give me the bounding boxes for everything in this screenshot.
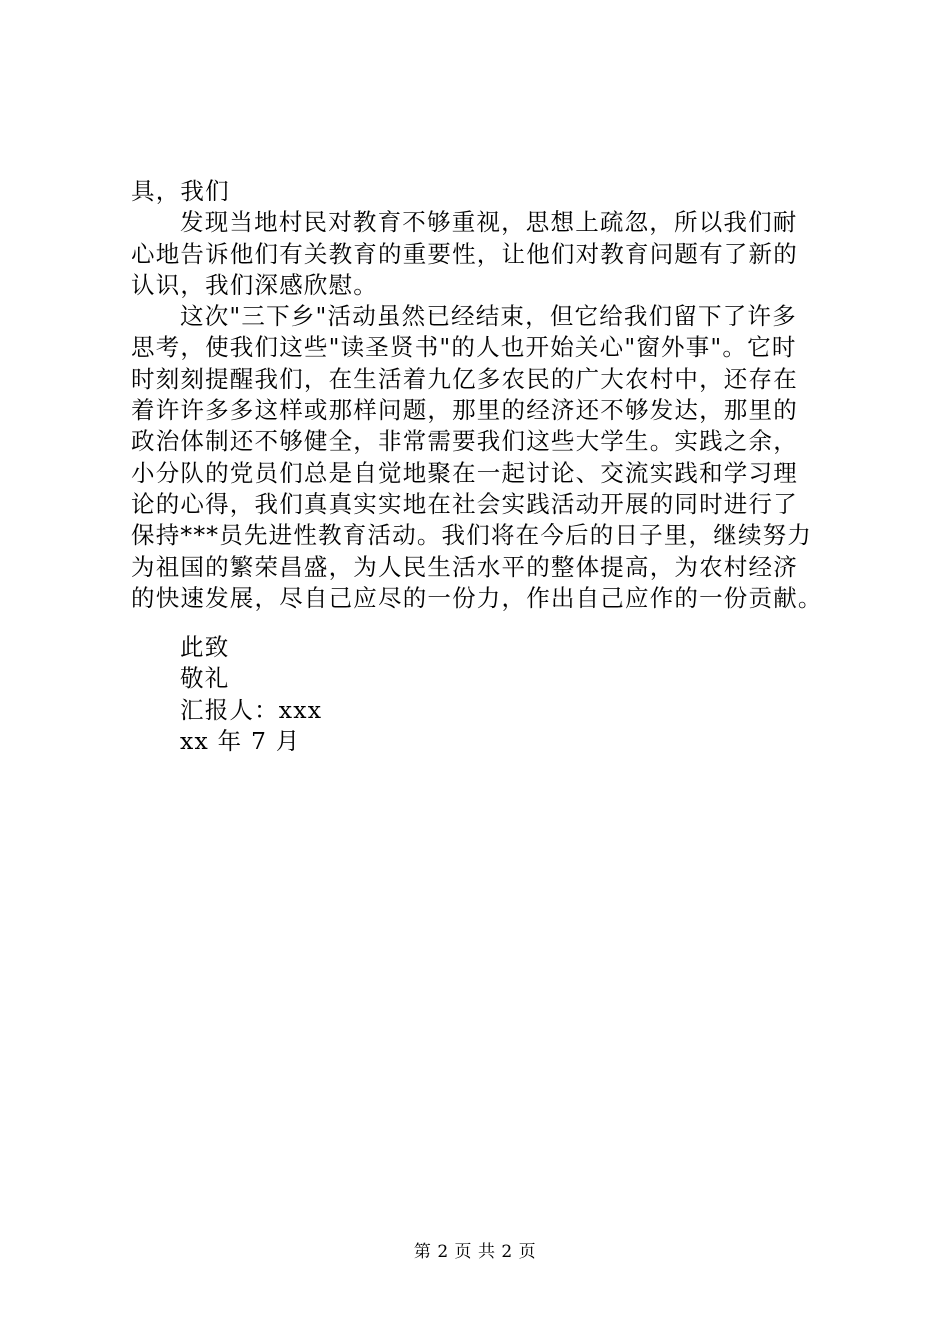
report-date: xx 年 7 月: [180, 726, 301, 755]
paragraph-start-line: 发现当地村民对教育不够重视，思想上疏忽，所以我们耐: [180, 208, 798, 237]
body-line: 着许许多多这样或那样问题，那里的经济还不够发达，那里的: [131, 396, 798, 425]
page-number: 第 2 页 共 2 页: [413, 1242, 537, 1262]
report-body: [131, 176, 831, 614]
body-line: 政治体制还不够健全，非常需要我们这些大学生。实践之余，: [131, 427, 798, 456]
body-line: 论的心得，我们真真实实地在社会实践活动开展的同时进行了: [131, 489, 798, 518]
body-line: 具，我们: [131, 177, 230, 205]
body-line: 保持***员先进性教育活动。我们将在今后的日子里，继续努力: [131, 521, 813, 550]
letter-closing: [180, 632, 322, 757]
body-line: 时刻刻提醒我们，在生活着九亿多农民的广大农村中，还存在: [131, 364, 798, 393]
closing-salutation: 此致: [180, 633, 230, 661]
reporter-signature: 汇报人：xxx: [180, 695, 323, 724]
body-line: 的快速发展，尽自己应尽的一份力，作出自己应作的一份贡献。: [131, 583, 823, 612]
page-footer: [0, 1242, 950, 1262]
body-line: 认识，我们深感欣慰。: [131, 270, 378, 299]
body-line: 思考，使我们这些"读圣贤书"的人也开始关心"窗外事"。它时: [131, 333, 797, 362]
body-line: 小分队的党员们总是自觉地聚在一起讨论、交流实践和学习理: [131, 458, 798, 487]
paragraph-start-line: 这次"三下乡"活动虽然已经结束，但它给我们留下了许多: [180, 302, 797, 331]
body-line: 心地告诉他们有关教育的重要性，让他们对教育问题有了新的: [131, 239, 798, 268]
body-line: 为祖国的繁荣昌盛，为人民生活水平的整体提高，为农村经济: [131, 552, 798, 581]
closing-regards: 敬礼: [180, 664, 230, 693]
